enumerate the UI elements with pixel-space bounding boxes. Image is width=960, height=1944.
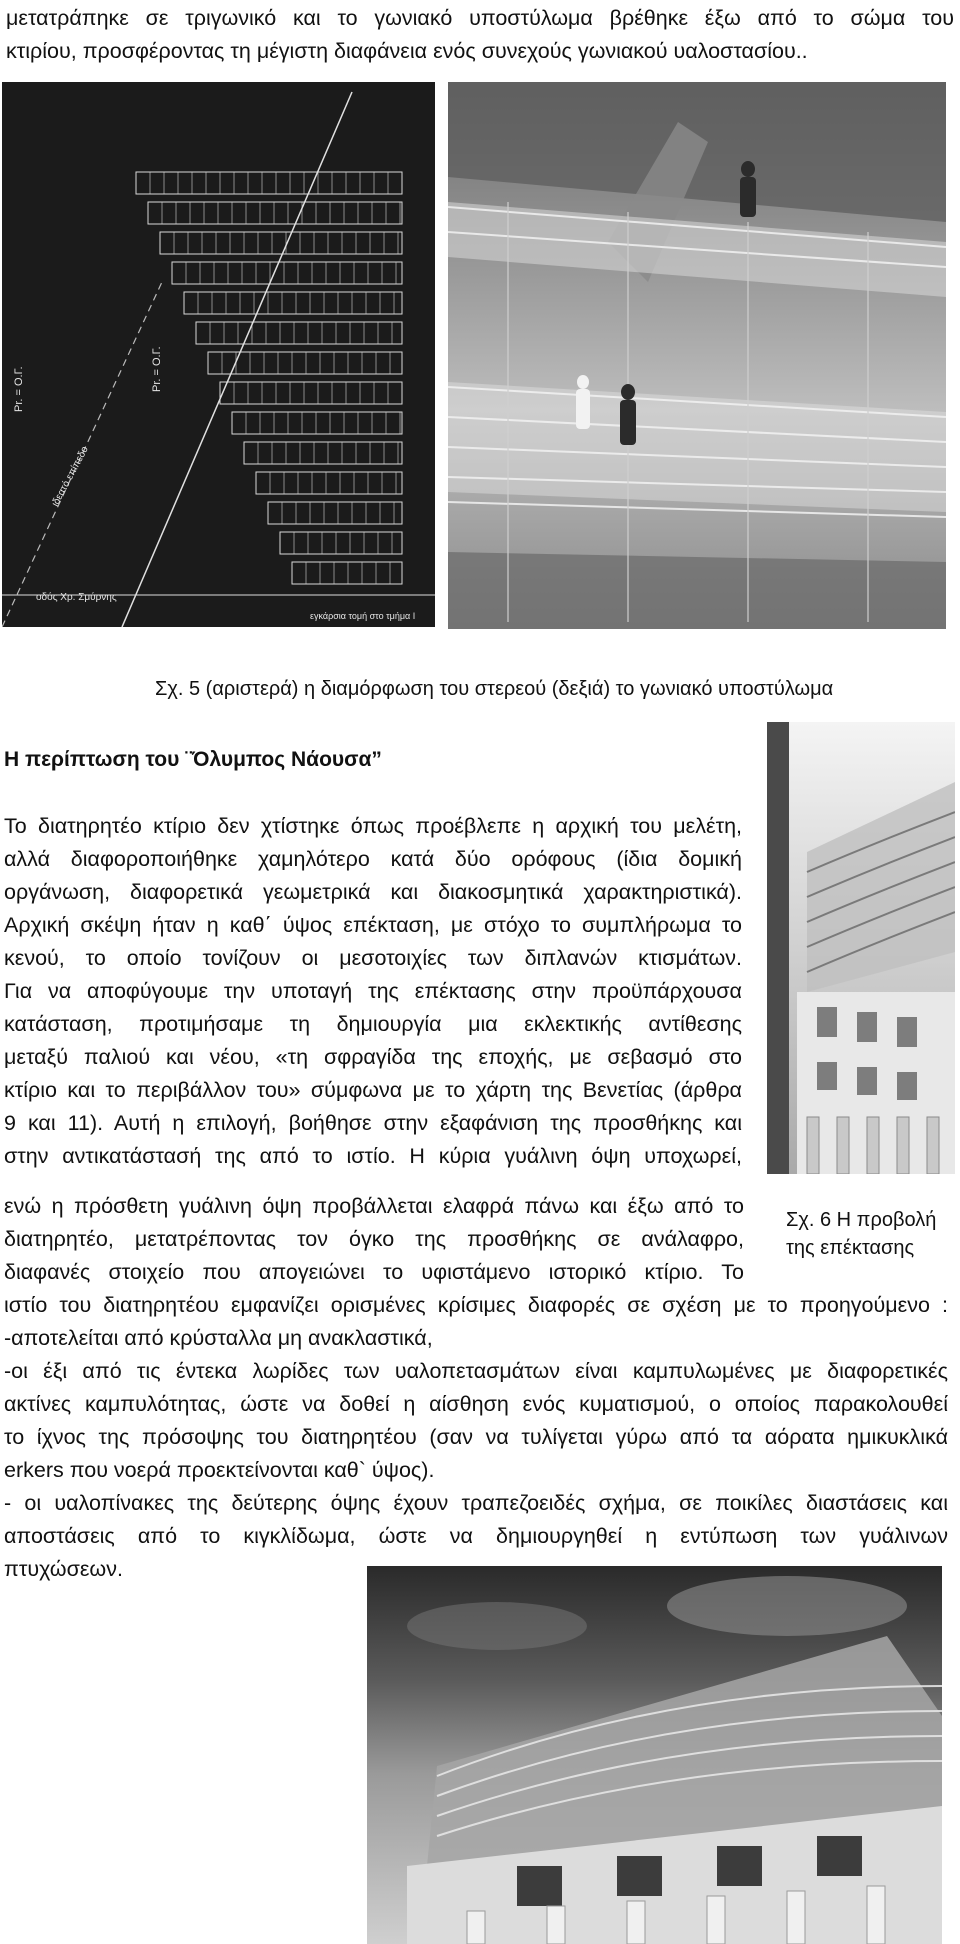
text-line: ακτίνες καμπυλότητας, ώστε να δοθεί η αίσθηση ενός κυματισμού, ο οποίος παρακολουθεί [4, 1392, 948, 1416]
text-line: διαφανές στοιχείο που απογειώνει το υφιστάμενο ιστορικό κτίριο. Το [4, 1260, 744, 1284]
caption-line: της επέκτασης [786, 1237, 915, 1259]
text-line: -αποτελείται από κρύσταλλα μη ανακλαστικά, [4, 1326, 433, 1350]
figure-6-svg [767, 722, 955, 1174]
text-line: Το διατηρητέο κτίριο δεν χτίστηκε όπως προέβλεπε η αρχική του μελέτη, [4, 814, 742, 838]
caption-line: Σχ. 6 Η προβολή [786, 1209, 937, 1231]
section-drawing-svg [2, 82, 435, 627]
diagonal-label: ιδεατό επίπεδο [49, 444, 91, 509]
section-heading: Η περίπτωση του ¨Όλυμπος Νάουσα” [4, 748, 382, 771]
text-line: μεταξύ παλιού και νέου, «τη σφραγίδα της εποχής, με σεβασμό στο [4, 1045, 742, 1069]
paragraph-1 [4, 810, 742, 1173]
section-label: εγκάρσια τομή στο τμήμα Ι [310, 611, 416, 621]
paragraph-2 [4, 1190, 744, 1289]
text-line: κενού, το οποίο τονίζουν οι μεσοτοιχίες των διπλανών κτισμάτων. [4, 946, 742, 970]
figure-6-extension-render [767, 722, 955, 1174]
text-line: μετατράπηκε σε τριγωνικό και το γωνιακό υποστύλωμα βρέθηκε έξω από το σώμα του [6, 6, 954, 30]
text-line: οργάνωση, διαφορετικά γεωμετρικά και διακοσμητικά χαρακτηριστικά). [4, 880, 742, 904]
text-line: αποστάσεις από το κιγκλίδωμα, ώστε να δημιουργηθεί η εντύπωση των γυάλινων [4, 1524, 948, 1548]
bottom-building-render [367, 1566, 942, 1944]
text-line: κατάσταση, προτιμήσαμε τη δημιουργία μια εκλεκτικής αντίθεσης [4, 1012, 742, 1036]
text-line: - οι υαλοπίνακες της δεύτερης όψης έχουν τραπεζοειδές σχήμα, σε ποικίλες διαστάσεις και [4, 1491, 948, 1515]
text-line: Για να αποφύγουμε την υποταγή της επέκτασης στην προϋπάρχουσα [4, 979, 742, 1003]
text-line: κτίριο και το περιβάλλον του» σύμφωνα με το χάρτη της Βενετίας (άρθρα [4, 1078, 742, 1102]
text-line: ιστίο του διατηρητέου εμφανίζει ορισμένες κρίσιμες διαφορές σε σχέση με το προηγούμενο : [4, 1293, 948, 1317]
text-line: το ίχνος της πρόσοψης του διατηρητέου (σαν να τυλίγεται γύρω από τα αόρατα ημικυκλικά [4, 1425, 948, 1449]
tag-label-2: Pr. = Ο.Γ. [151, 346, 163, 392]
intro-paragraph [6, 2, 954, 68]
figure-5-caption: Σχ. 5 (αριστερά) η διαμόρφωση του στερεού (δεξιά) το γωνιακό υποστύλωμα [155, 678, 834, 700]
text-line: Αρχική σκέψη ήταν η καθ΄ ύψος επέκταση, με στόχο το συμπλήρωμα το [4, 913, 742, 937]
render-svg [448, 82, 946, 629]
figure-6-caption [786, 1206, 936, 1262]
figure-5-right-corner-render [448, 82, 946, 629]
text-line: πτυχώσεων. [4, 1557, 123, 1581]
text-line: erkers που νοερά προεκτείνονται καθ` ύψος). [4, 1458, 435, 1482]
text-line: αλλά διαφοροποιήθηκε χαμηλότερο κατά δύο ορόφους (ίδια δομική [4, 847, 742, 871]
text-line: διατηρητέο, μετατρέποντας τον όγκο της προσθήκης σε ανάλαφρο, [4, 1227, 744, 1251]
street-label: οδός Χρ. Σμύρνης [36, 592, 117, 603]
text-line: 9 και 11). Αυτή η επιλογή, βοήθησε στην εξαφάνιση της προσθήκης και [4, 1111, 742, 1135]
text-line: κτιρίου, προσφέροντας τη μέγιστη διαφάνεια ενός συνεχούς γωνιακού υαλοστασίου.. [6, 39, 808, 63]
figure-5-left-section-drawing [2, 82, 435, 627]
text-line: -οι έξι από τις έντεκα λωρίδες των υαλοπετασμάτων είναι καμπυλωμένες με διαφορετικές [4, 1359, 948, 1383]
text-line: στην αντικατάστασή της από το ιστίο. Η κύρια γυάλινη όψη υποχωρεί, [4, 1144, 742, 1168]
paragraph-3 [4, 1289, 948, 1586]
text-line: ενώ η πρόσθετη γυάλινη όψη προβάλλεται ελαφρά πάνω και έξω από το [4, 1194, 744, 1218]
bottom-render-svg [367, 1566, 942, 1944]
tag-label-1: Pr. = Ο.Γ. [13, 366, 25, 412]
